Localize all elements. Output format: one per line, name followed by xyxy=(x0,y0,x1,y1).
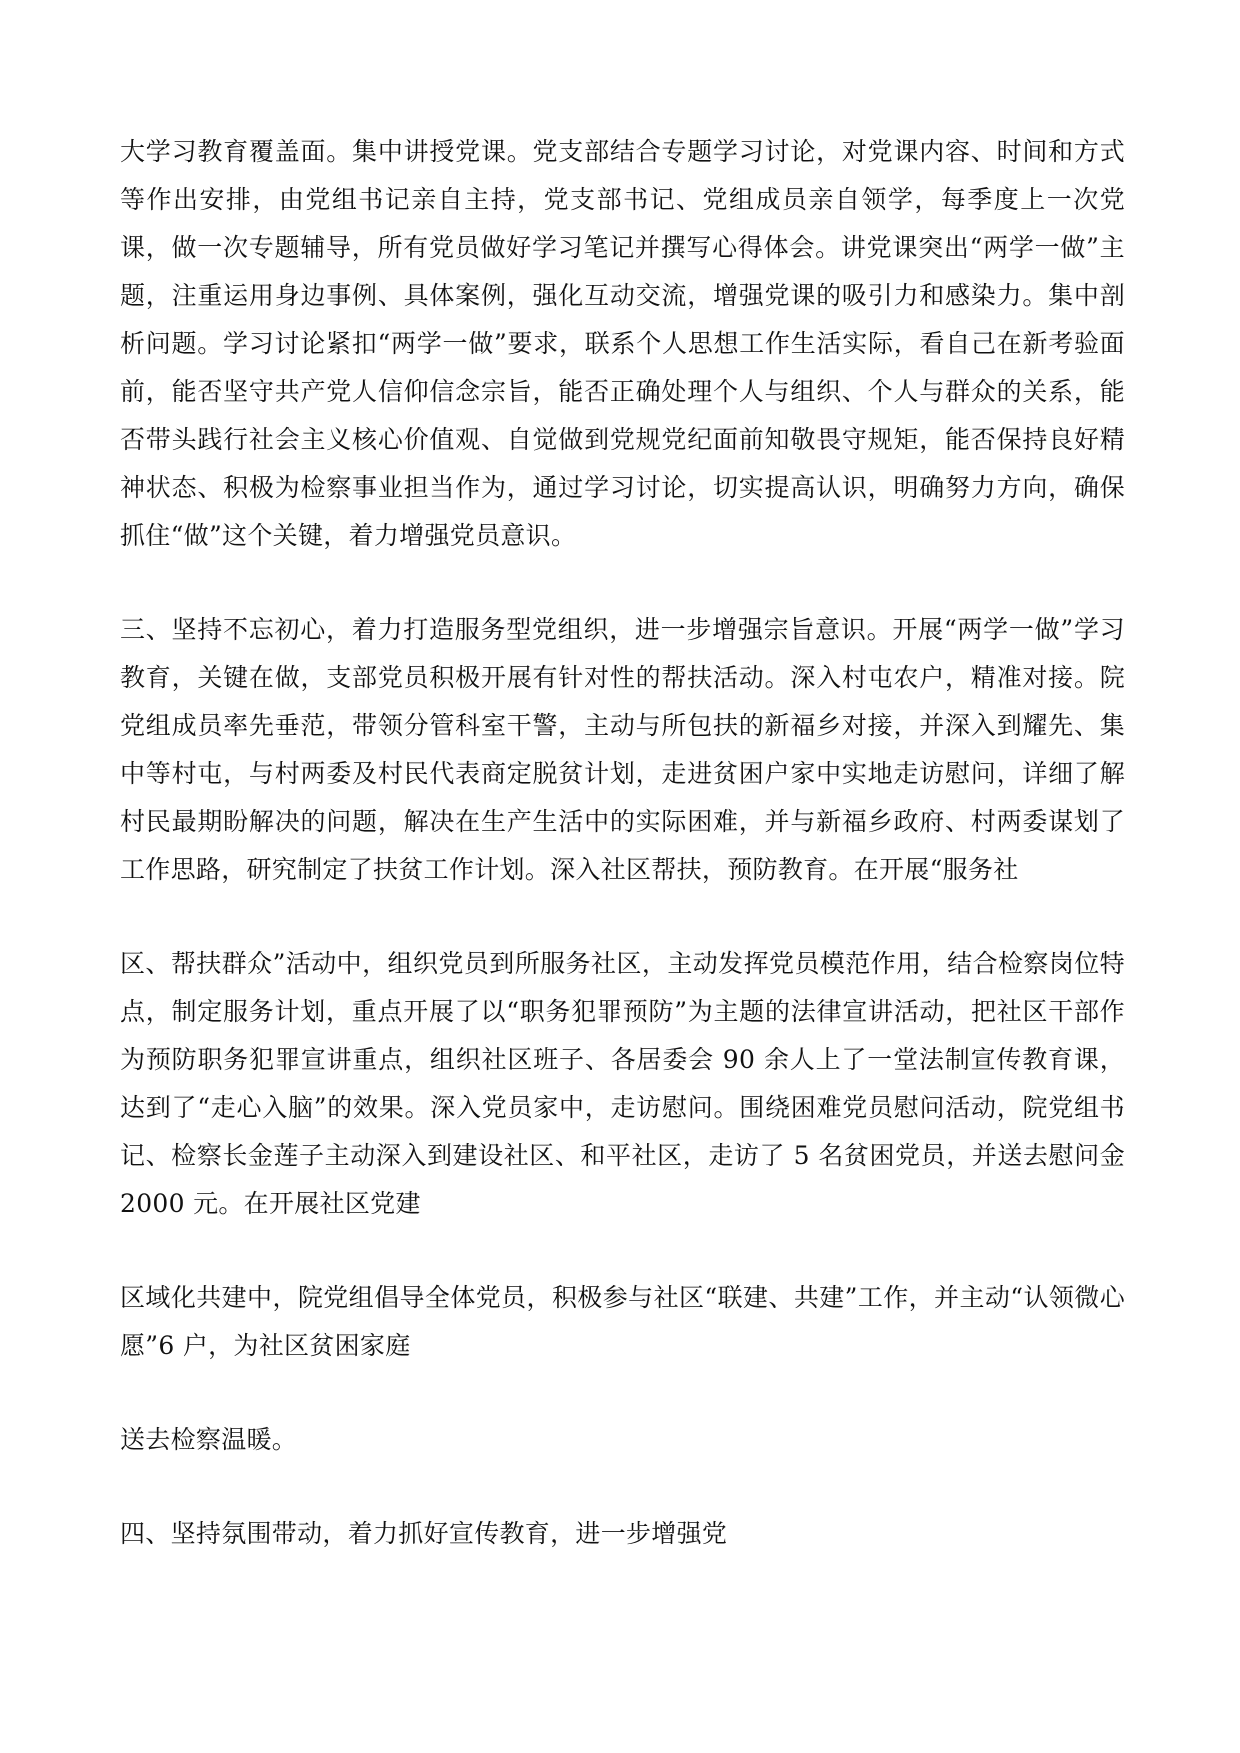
paragraph-study-education: 大学习教育覆盖面。集中讲授党课。党支部结合专题学习讨论，对党课内容、时间和方式等作出安排，由党组书记亲自主持，党支部书记、党组成员亲自领学，每季度上一次党课，做一次专题辅导，所有党员做好学习笔记并撰写心得体会。讲党课突出“两学一做”主题，注重运用身边事例、具体案例，强化互动交流，增强党课的吸引力和感染力。集中剖析问题。学习讨论紧扣“两学一做”要求，联系个人思想工作生活实际，看自己在新考验面前，能否坚守共产党人信仰信念宗旨，能否正确处理个人与组织、个人与群众的关系，能否带头践行社会主义核心价值观、自觉做到党规党纪面前知敬畏守规矩，能否保持良好精神状态、积极为检察事业担当作为，通过学习讨论，切实提高认识，明确努力方向，确保抓住“做”这个关键，着力增强党员意识。 xyxy=(120,137,1125,550)
paragraph-regional-coconstruction: 区域化共建中，院党组倡导全体党员，积极参与社区“联建、共建”工作，并主动“认领微心愿”6 户，为社区贫困家庭 xyxy=(120,1283,1125,1360)
paragraph-procuratorial-warmth: 送去检察温暖。 xyxy=(120,1425,298,1454)
paragraph-community-service: 区、帮扶群众”活动中，组织党员到所服务社区，主动发挥党员模范作用，结合检察岗位特点，制定服务计划，重点开展了以“职务犯罪预防”为主题的法律宣讲活动，把社区干部作为预防职务犯罪宣讲重点，组织社区班子、各居委会 90 余人上了一堂法制宣传教育课，达到了“走心入脑”的效果。深入党员家中，走访慰问。围绕困难党员慰问活动，院党组书记、检察长金莲子主动深入到建设社区、和平社区，走访了 5 名贫困党员，并送去慰问金 2000 元。在开展社区党建 xyxy=(120,949,1125,1218)
document-page xyxy=(120,128,1125,1558)
paragraph-section-four: 四、坚持氛围带动，着力抓好宣传教育，进一步增强党 xyxy=(120,1519,728,1548)
paragraph-section-three: 三、坚持不忘初心，着力打造服务型党组织，进一步增强宗旨意识。开展“两学一做”学习教育，关键在做，支部党员积极开展有针对性的帮扶活动。深入村屯农户，精准对接。院党组成员率先垂范，带领分管科室干警，主动与所包扶的新福乡对接，并深入到耀先、集中等村屯，与村两委及村民代表商定脱贫计划，走进贫困户家中实地走访慰问，详细了解村民最期盼解决的问题，解决在生产生活中的实际困难，并与新福乡政府、村两委谋划了工作思路，研究制定了扶贫工作计划。深入社区帮扶，预防教育。在开展“服务社 xyxy=(120,615,1125,884)
